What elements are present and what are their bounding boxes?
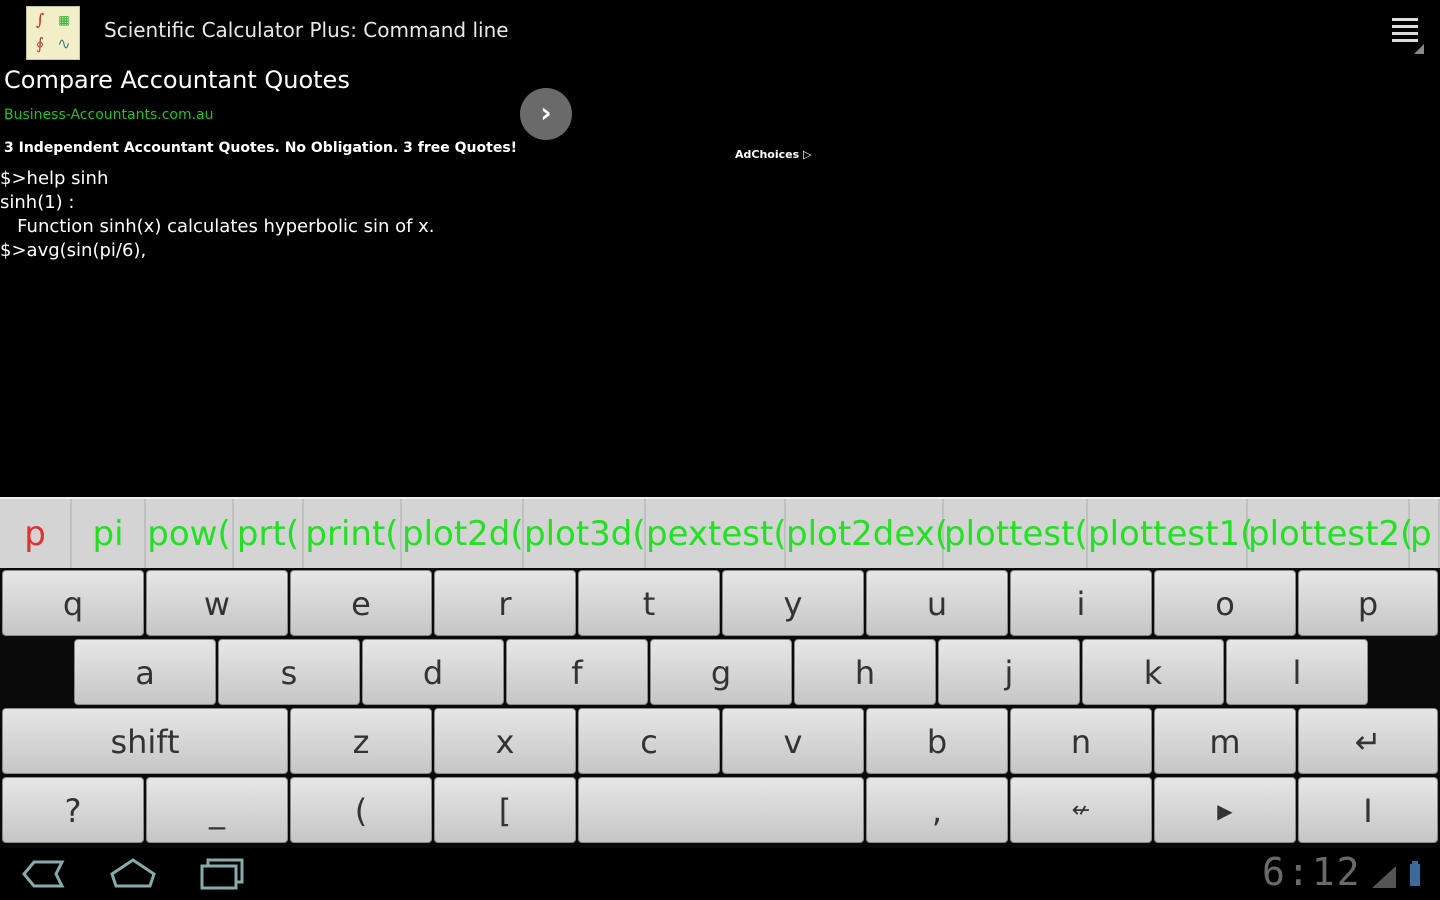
suggestion-item[interactable]: p	[1410, 499, 1440, 570]
key-v[interactable]: v	[722, 708, 864, 774]
app-title: Scientific Calculator Plus: Command line	[104, 18, 509, 42]
adchoices-link[interactable]: AdChoices ▷	[735, 148, 812, 161]
key-o[interactable]: o	[1154, 570, 1296, 636]
key-backspace[interactable]	[1010, 777, 1152, 843]
key-y[interactable]: y	[722, 570, 864, 636]
home-icon[interactable]	[108, 856, 158, 892]
console-input-line[interactable]: $>avg(sin(pi/6),	[0, 240, 147, 261]
recent-apps-icon[interactable]	[198, 856, 248, 892]
status-clock: 6:12	[1262, 850, 1362, 894]
key-h[interactable]: h	[794, 639, 936, 705]
key-space[interactable]	[578, 777, 864, 843]
key-c[interactable]: c	[578, 708, 720, 774]
overflow-menu-icon[interactable]	[1392, 18, 1422, 52]
suggestion-bar	[0, 497, 1440, 570]
key-r[interactable]: r	[434, 570, 576, 636]
key-d[interactable]: d	[362, 639, 504, 705]
key-b[interactable]: b	[866, 708, 1008, 774]
key-n[interactable]: n	[1010, 708, 1152, 774]
soft-keyboard	[0, 568, 1440, 848]
suggestion-item[interactable]: pi	[72, 499, 146, 570]
key-open-bracket[interactable]: [	[434, 777, 576, 843]
suggestion-item[interactable]: plot2dex(	[786, 499, 944, 570]
key-l[interactable]: l	[1226, 639, 1368, 705]
suggestion-item[interactable]: pextest(	[646, 499, 786, 570]
key-u[interactable]: u	[866, 570, 1008, 636]
ad-next-button[interactable]	[520, 88, 572, 140]
ad-url[interactable]: Business-Accountants.com.au	[4, 107, 214, 123]
key-p[interactable]: p	[1298, 570, 1438, 636]
ad-description: 3 Independent Accountant Quotes. No Obligation. 3 free Quotes!	[4, 140, 518, 156]
key-q[interactable]: q	[2, 570, 144, 636]
suggestion-item[interactable]: plot3d(	[524, 499, 646, 570]
chevron-right-icon: ›	[540, 96, 552, 129]
suggestion-item[interactable]: plottest2(	[1248, 499, 1410, 570]
text-cursor-icon: I	[1363, 792, 1373, 830]
key-cursor-move[interactable]	[1298, 777, 1438, 843]
backspace-icon: ↚	[1071, 798, 1091, 823]
console-output[interactable]	[0, 167, 1440, 263]
key-f[interactable]: f	[506, 639, 648, 705]
key-i[interactable]: i	[1010, 570, 1152, 636]
suggestion-item[interactable]: plottest1(	[1088, 499, 1248, 570]
title-bar	[0, 0, 1440, 64]
key-z[interactable]: z	[290, 708, 432, 774]
console-line: sinh(1) :	[0, 192, 75, 213]
key-j[interactable]: j	[938, 639, 1080, 705]
key-x[interactable]: x	[434, 708, 576, 774]
key-open-paren[interactable]: (	[290, 777, 432, 843]
back-icon[interactable]	[20, 856, 66, 892]
key-w[interactable]: w	[146, 570, 288, 636]
app-calculator-icon: ∫ ▦ ∮ ∿	[26, 6, 80, 60]
key-g[interactable]: g	[650, 639, 792, 705]
ad-title[interactable]: Compare Accountant Quotes	[4, 66, 350, 94]
suggestion-item[interactable]: plottest(	[944, 499, 1088, 570]
key-comma[interactable]: ,	[866, 777, 1008, 843]
key-s[interactable]: s	[218, 639, 360, 705]
key-k[interactable]: k	[1082, 639, 1224, 705]
suggestion-item[interactable]: p	[0, 499, 72, 570]
system-nav-bar	[0, 848, 1440, 900]
key-underscore[interactable]: _	[146, 777, 288, 843]
key-question[interactable]: ?	[2, 777, 144, 843]
suggestion-item[interactable]: plot2d(	[402, 499, 524, 570]
arrow-right-icon: ▶	[1217, 799, 1233, 823]
key-cursor-right[interactable]	[1154, 777, 1296, 843]
key-e[interactable]: e	[290, 570, 432, 636]
signal-battery-icon	[1370, 860, 1426, 890]
suggestion-item[interactable]: print(	[304, 499, 402, 570]
key-m[interactable]: m	[1154, 708, 1296, 774]
key-t[interactable]: t	[578, 570, 720, 636]
console-line: Function sinh(x) calculates hyperbolic sin of x.	[0, 216, 435, 237]
suggestion-item[interactable]: prt(	[234, 499, 304, 570]
key-enter[interactable]	[1298, 708, 1438, 774]
key-shift[interactable]: shift	[2, 708, 288, 774]
enter-icon: ↵	[1354, 723, 1382, 761]
key-a[interactable]: a	[74, 639, 216, 705]
console-line: $>help sinh	[0, 168, 109, 189]
suggestion-item[interactable]: pow(	[146, 499, 234, 570]
